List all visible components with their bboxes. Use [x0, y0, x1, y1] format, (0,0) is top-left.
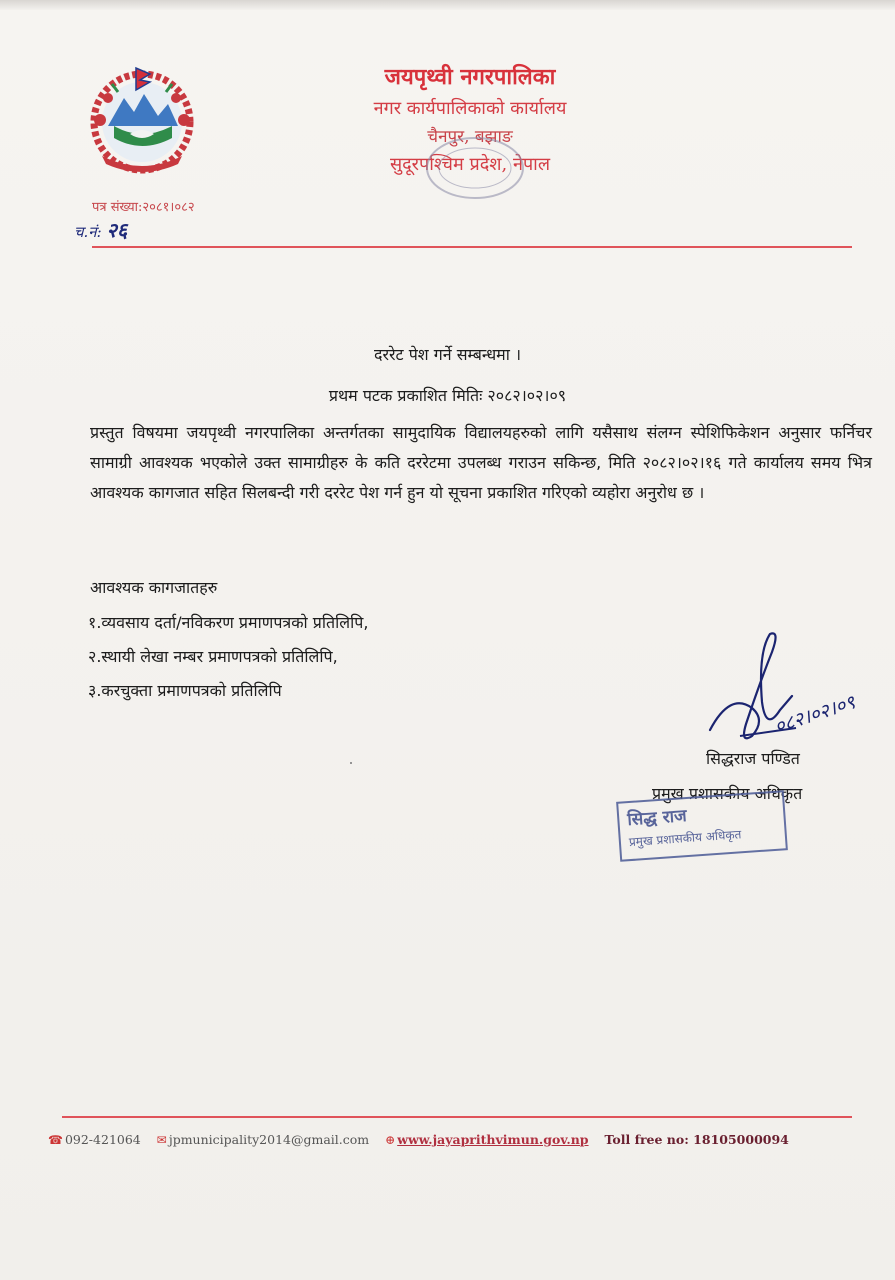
- signature-date: ०८२।०२।०९: [771, 691, 858, 739]
- handwritten-signature: [700, 612, 870, 752]
- subject-line: दररेट पेश गर्ने सम्बन्धमा ।: [373, 345, 522, 364]
- footer-website[interactable]: [385, 1132, 588, 1147]
- notice-body: प्रस्तुत विषयमा जयपृथ्वी नगरपालिका अन्तर्गतका सामुदायिक विद्यालयहरुको लागि यसैसाथ संलग्न स्पेशिफिकेशन अनुसार फर्निचर सामाग्री आवश्यक भएकोले उक्त सामाग्रीहरु के कति दररेटमा उपलब्ध गराउन सकिन्छ, मिति २०८२।०२।१६ गते कार्यालय समय भित्र आवश्यक कागजात सहित सिलबन्दी गरी दररेट पेश गर्न हुन यो सूचना प्रकाशित गरिएको व्यहोरा अनुरोध छ ।: [90, 423, 872, 502]
- office-seal-stamp: [420, 128, 530, 208]
- required-documents-list: [88, 606, 368, 708]
- mail-icon: ✉: [156, 1133, 167, 1147]
- dispatch-number: [74, 216, 127, 243]
- signatory-name: सिद्धराज पण्डित: [706, 749, 800, 768]
- letter-number: पत्र संख्या:२०८१।०८२: [92, 200, 195, 215]
- municipality-name: जयपृथ्वी नगरपालिका: [384, 64, 556, 90]
- nepal-emblem-icon: [78, 64, 206, 176]
- dispatch-label: च.नं:: [74, 223, 102, 241]
- phone-icon: ☎: [48, 1133, 63, 1147]
- stamp-name: सिद्ध राज: [626, 806, 688, 831]
- designation-stamp: [616, 790, 788, 862]
- required-documents-heading: आवश्यक कागजातहरु: [90, 578, 218, 597]
- ink-speck: [350, 762, 352, 764]
- header-divider: [92, 246, 852, 248]
- list-item: २.स्थायी लेखा नम्बर प्रमाणपत्रको प्रतिलिपि,: [88, 647, 338, 666]
- footer-toll-free: Toll free no: 18105000094: [604, 1132, 789, 1147]
- stamp-designation: प्रमुख प्रशासकीय अधिकृत: [628, 827, 742, 850]
- footer-phone: [48, 1132, 141, 1147]
- list-item: ३.करचुक्ता प्रमाणपत्रको प्रतिलिपि: [88, 681, 282, 700]
- footer-divider: [62, 1116, 852, 1118]
- office-name: नगर कार्यपालिकाको कार्यालय: [373, 98, 567, 119]
- web-icon: ⊕: [385, 1133, 396, 1147]
- first-published-date: प्रथम पटक प्रकाशित मितिः २०८२।०२।०९: [328, 386, 567, 405]
- province-country: सुदूरपश्चिम प्रदेश, नेपाल: [389, 154, 551, 175]
- phone-number: 092-421064: [64, 1132, 141, 1147]
- email-address[interactable]: jpmunicipality2014@gmail.com: [168, 1132, 370, 1147]
- footer-contacts: [48, 1132, 848, 1147]
- dispatch-value: २६: [106, 218, 128, 242]
- list-item: १.व्यवसाय दर्ता/नविकरण प्रमाणपत्रको प्रतिलिपि,: [88, 613, 369, 632]
- page-top-edge: [0, 0, 895, 10]
- website-link[interactable]: www.jayaprithvimun.gov.np: [397, 1132, 589, 1147]
- footer-email[interactable]: [157, 1132, 369, 1147]
- signatory-title: प्रमुख प्रशासकीय अधिकृत: [652, 784, 803, 803]
- office-location: चैनपुर, बझाङ: [427, 127, 513, 147]
